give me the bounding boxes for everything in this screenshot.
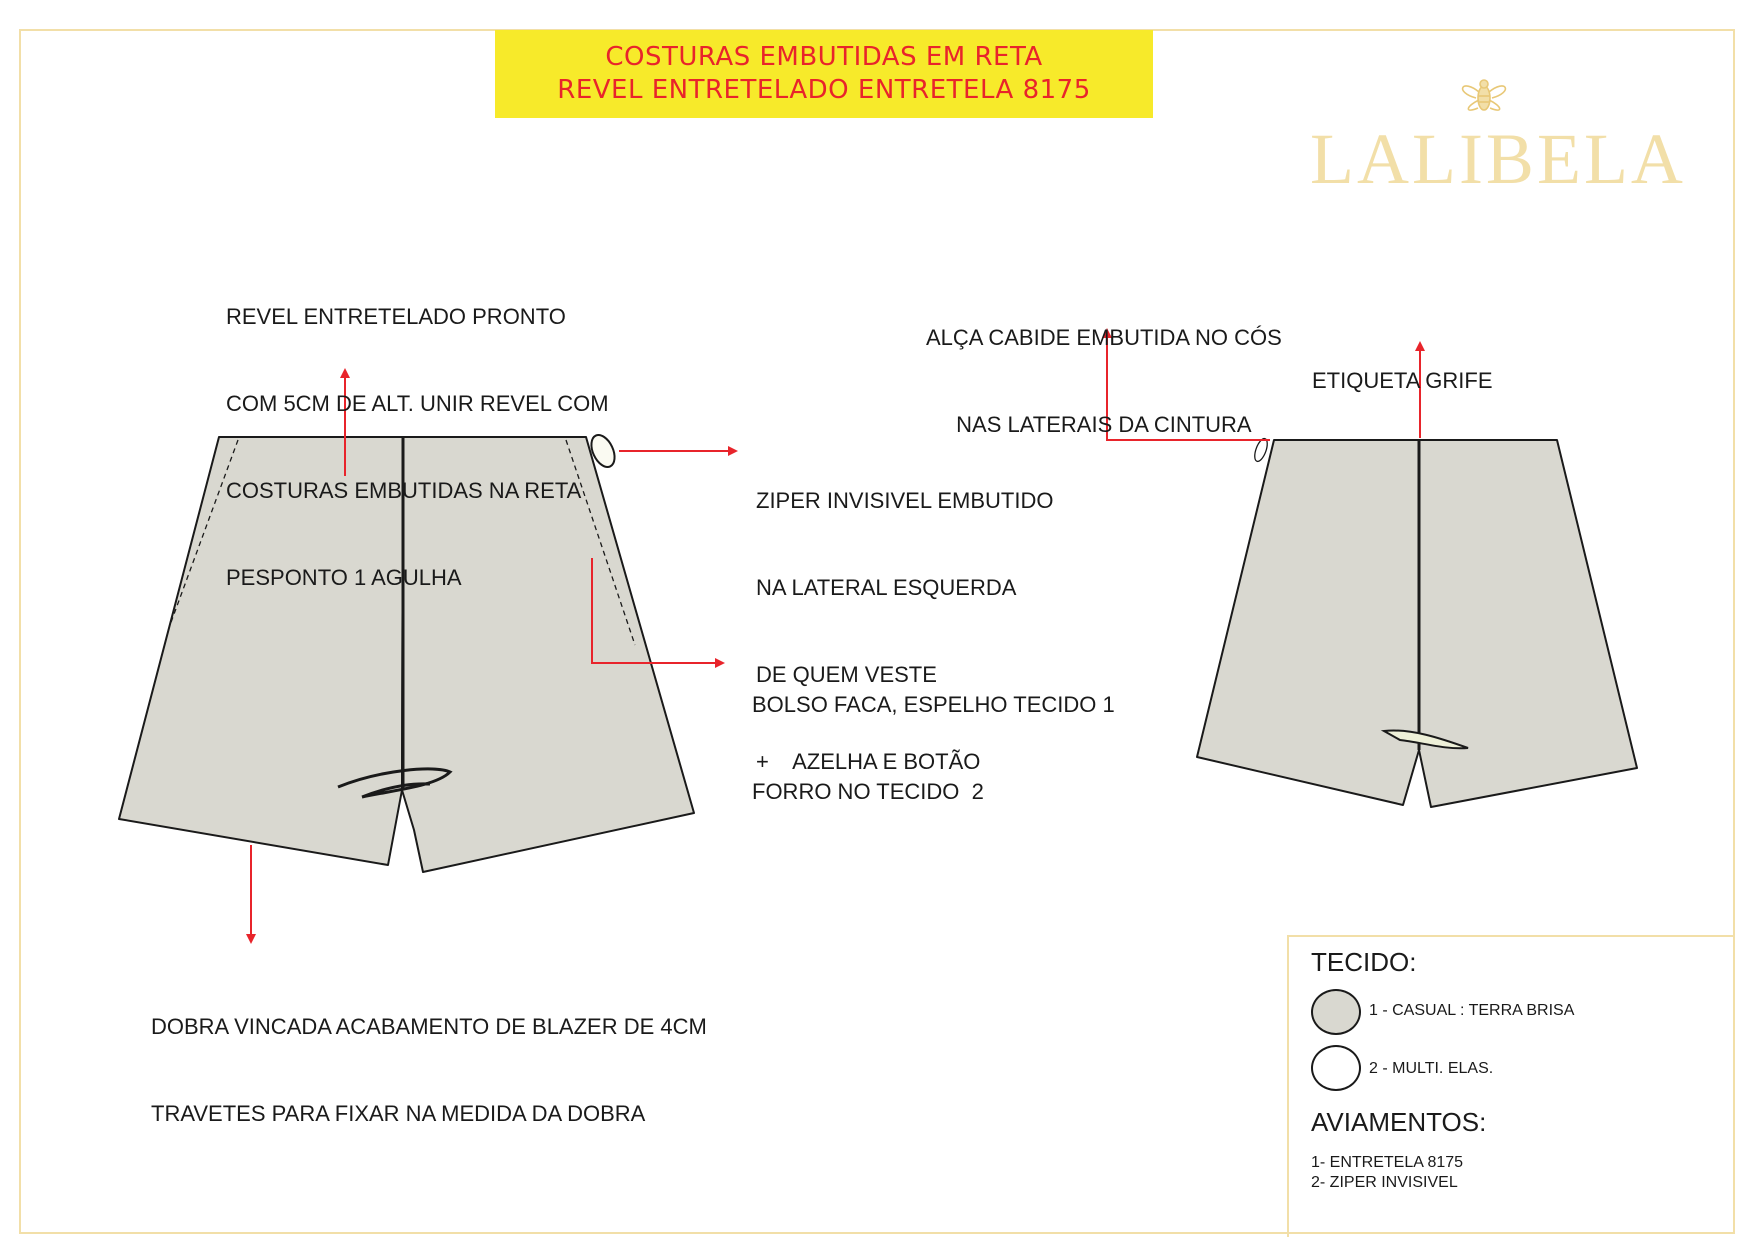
annotation-line: DE QUEM VESTE	[756, 662, 937, 687]
back-right-panel	[1419, 440, 1637, 807]
annotation-hem	[151, 954, 707, 1157]
fabric-label-1: 1 - CASUAL : TERRA BRISA	[1369, 1002, 1575, 1019]
fabric-heading: TECIDO:	[1311, 947, 1417, 977]
trims-heading: AVIAMENTOS:	[1311, 1107, 1487, 1137]
annotation-line: COSTURAS EMBUTIDAS NA RETA	[226, 478, 582, 503]
title-banner	[495, 30, 1153, 118]
trim-item-2: 2- ZIPER INVISIVEL	[1311, 1174, 1458, 1191]
annotation-line: FORRO NO TECIDO 2	[752, 779, 984, 804]
annotation-line: NAS LATERAIS DA CINTURA	[956, 412, 1252, 437]
annotation-hanger-loop	[926, 265, 1282, 468]
annotation-line: ZIPER INVISIVEL EMBUTIDO	[756, 488, 1054, 513]
fabric-swatch-1	[1311, 989, 1361, 1035]
title-line-2: REVEL ENTRETELADO ENTRETELA 8175	[557, 75, 1091, 105]
annotation-line: REVEL ENTRETELADO PRONTO	[226, 304, 566, 329]
annotation-pocket	[752, 632, 1115, 835]
annotation-line: ETIQUETA GRIFE	[1312, 368, 1493, 393]
annotation-line: NA LATERAL ESQUERDA	[756, 575, 1017, 600]
brand-name: LALIBELA	[1310, 119, 1686, 199]
bee-icon	[1463, 80, 1506, 110]
annotation-line: DOBRA VINCADA ACABAMENTO DE BLAZER DE 4CM	[151, 1014, 707, 1039]
fabric-swatch-2	[1311, 1045, 1361, 1091]
annotation-line: PESPONTO 1 AGULHA	[226, 565, 462, 590]
trim-item-1: 1- ENTRETELA 8175	[1311, 1154, 1464, 1171]
shorts-back-view	[1197, 437, 1637, 807]
annotation-line: BOLSO FACA, ESPELHO TECIDO 1	[752, 692, 1115, 717]
annotation-revel	[226, 244, 609, 621]
materials-legend	[1287, 935, 1733, 1237]
title-line-1: COSTURAS EMBUTIDAS EM RETA	[605, 42, 1043, 72]
annotation-line: ALÇA CABIDE EMBUTIDA NO CÓS	[926, 325, 1282, 350]
fabric-label-2: 2 - MULTI. ELAS.	[1369, 1060, 1494, 1077]
annotation-line: + AZELHA E BOTÃO	[756, 749, 981, 774]
annotation-line: TRAVETES PARA FIXAR NA MEDIDA DA DOBRA	[151, 1101, 646, 1126]
annotation-label	[1312, 308, 1493, 424]
annotation-line: COM 5CM DE ALT. UNIR REVEL COM	[226, 391, 609, 416]
back-left-panel	[1197, 440, 1419, 805]
